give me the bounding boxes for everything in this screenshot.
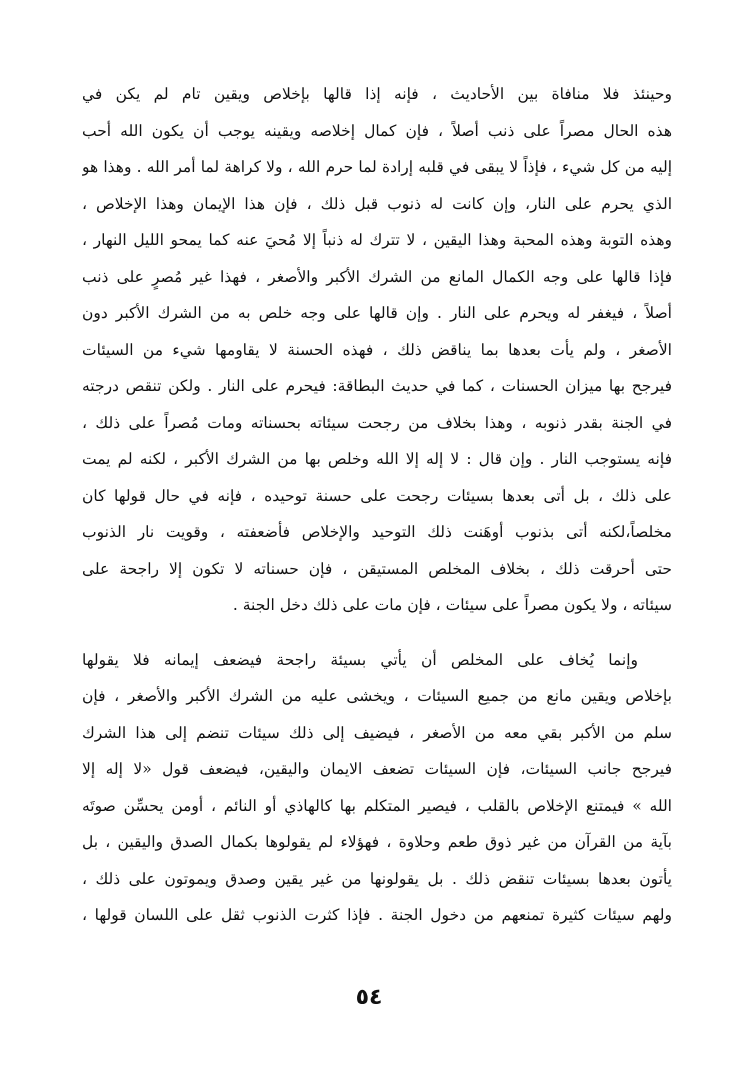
text-line: فيرجح بها ميزان الحسنات ، كما في حديث البطاقة: فيحرم على النار . ولكن تنقص درجته bbox=[82, 377, 672, 395]
paragraph-2 bbox=[82, 642, 672, 934]
paragraph-1 bbox=[82, 76, 672, 624]
text-line: على ذلك ، بل أتى بعدها بسيئات رجحت على حسنة توحيده ، فإنه في حال قولها كان bbox=[82, 486, 672, 505]
text-line: وإنما يُخاف على المخلص أن يأتي بسيئة راجحة فيضعف إيمانه فلا يقولها bbox=[82, 650, 638, 669]
page-body-text bbox=[82, 76, 672, 934]
text-line: فإذا قالها على وجه الكمال المانع من الشرك الأكبر والأصغر ، فهذا غير مُصرٍ على ذنب bbox=[82, 267, 672, 286]
text-line: مخلصاً،لكنه أتى بذنوب أوهَنت ذلك التوحيد والإخلاص فأضعفته ، وقويت نار الذنوب bbox=[82, 523, 672, 541]
page-number: ٥٤ bbox=[355, 985, 383, 1010]
text-line: فإنه يستوجب النار . وإن قال : لا إله إلا الله وخلص بها من الشرك الأكبر ، لكنه لم يمت bbox=[82, 450, 672, 468]
text-line: الأصغر ، ولم يأت بعدها بما يناقض ذلك ، فهذه الحسنة لا يقاومها شيء من السيئات bbox=[82, 340, 672, 359]
text-line: سلم من الأكبر بقي معه من الأصغر ، فيضيف إلى ذلك سيئات تنضم إلى هذا الشرك bbox=[82, 723, 672, 742]
text-line: في الجنة بقدر ذنوبه ، وهذا بخلاف من رجحت سيئاته بحسناته ومات مُصراً على ذلك ، bbox=[82, 413, 672, 432]
text-line: بآية من القرآن من غير ذوق طعم وحلاوة ، فهؤلاء لم يقولوها بكمال الصدق واليقين ، بل bbox=[82, 833, 672, 851]
text-line: إليه من كل شيء ، فإذاً لا يبقى في قلبه إرادة لما حرم الله ، ولا كراهة لما أمر الله . وهذا هو bbox=[82, 158, 672, 176]
text-line: وهذه التوبة وهذه المحبة وهذا اليقين ، لا تترك له ذنباً إلا مُحيَ عنه كما يمحو الليل النهار ، bbox=[82, 231, 672, 249]
text-line: الله » فيمتنع الإخلاص بالقلب ، فيصير المتكلم بها كالهاذي أو النائم ، أومن يحسِّن صوتَه bbox=[82, 796, 672, 815]
text-line: حتى أحرقت ذلك ، بخلاف المخلص المستيقن ، فإن حسناته لا تكون إلا راجحة على bbox=[82, 559, 672, 578]
paragraph-gap bbox=[82, 624, 672, 642]
text-line: أصلاً ، فيغفر له ويحرم على النار . وإن قالها على وجه خلص به من الشرك الأكبر دون bbox=[82, 304, 672, 322]
text-line: ولهم سيئات كثيرة تمنعهم من دخول الجنة . فإذا كثرت الذنوب ثقل على اللسان قولها ، bbox=[82, 906, 672, 924]
text-line: فيرجح جانب السيئات، فإن السيئات تضعف الايمان واليقين، فيضعف قول «لا إله إلا bbox=[82, 760, 672, 778]
text-line: الذي يحرم على النار، وإن كانت له ذنوب قبل ذلك ، فإن هذا الإيمان وهذا الإخلاص ، bbox=[82, 194, 672, 213]
text-line: هذه الحال مصراً على ذنب أصلاً ، فإن كمال إخلاصه ويقينه يوجب أن يكون الله أحب bbox=[82, 121, 672, 140]
text-line: يأتون بعدها بسيئات تنقض ذلك . بل يقولونها من غير يقين وصدق ويموتون على ذلك ، bbox=[82, 869, 672, 888]
text-line: سيئاته ، ولا يكون مصراً على سيئات ، فإن مات على ذلك دخل الجنة . bbox=[232, 596, 672, 614]
text-line: بإخلاص ويقين مانع من جميع السيئات ، ويخشى عليه من الشرك الأكبر والأصغر ، فإن bbox=[82, 687, 672, 705]
text-line: وحينئذ فلا منافاة بين الأحاديث ، فإنه إذا قالها بإخلاص ويقين تام لم يكن في bbox=[82, 85, 672, 103]
